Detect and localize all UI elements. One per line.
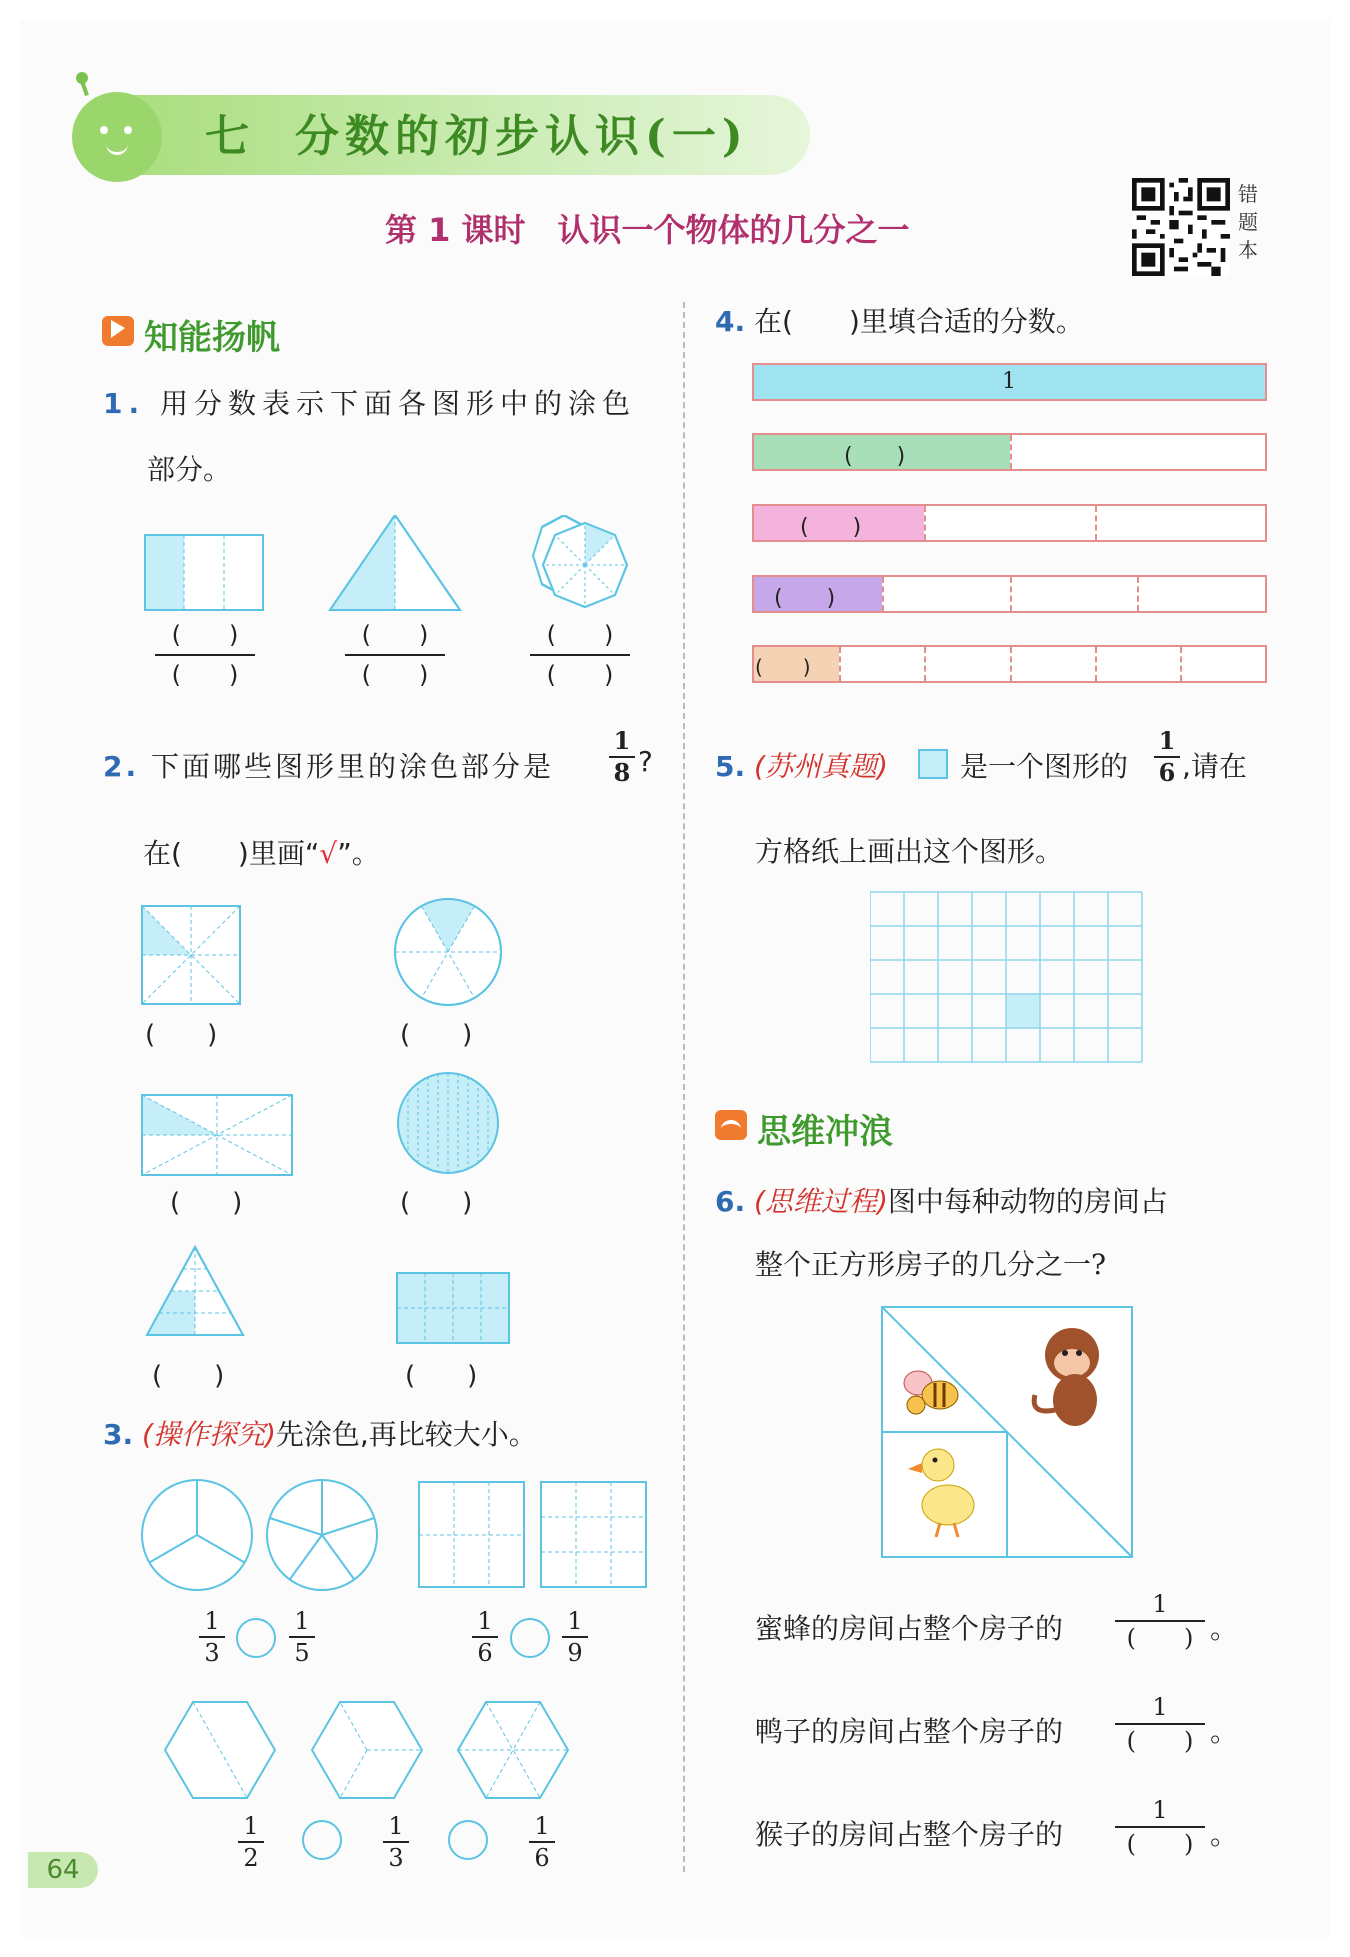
q4-instruction: 在( )里填合适的分数。 xyxy=(754,305,1084,338)
lesson-title: 第 1 课时 认识一个物体的几分之一 xyxy=(385,211,910,249)
wave-icon xyxy=(715,1110,747,1140)
chapter-title xyxy=(205,100,749,164)
frac-denominator: 5 xyxy=(294,1639,310,1667)
frac-numerator: 1 xyxy=(388,1812,404,1840)
frac-numerator: 1 xyxy=(1152,1590,1168,1618)
q2-question-mark: ? xyxy=(638,745,653,778)
q1-number: 1. xyxy=(103,387,146,420)
q5-tag: (苏州真题) xyxy=(754,750,888,783)
q6-text xyxy=(715,1180,1168,1220)
page-number: 64 xyxy=(28,1852,98,1888)
bar-divider xyxy=(924,506,926,540)
q1-text xyxy=(103,382,636,422)
q3-frac-2 xyxy=(287,1608,317,1666)
q5-line2: 方格纸上画出这个图形。 xyxy=(755,835,1064,868)
frac-denominator: 6 xyxy=(1158,758,1176,787)
q6-answer-duck: 鸭子的房间占整个房子的 xyxy=(755,1715,1064,1748)
answer-denominator-blank[interactable]: ( ) xyxy=(546,661,614,689)
q2-line1: 下面哪些图形里的涂色部分是 xyxy=(151,750,555,783)
q2-line2-post: ”。 xyxy=(337,837,380,870)
q3-hexagon-halves xyxy=(165,1702,275,1798)
q3-frac-6 xyxy=(381,1813,411,1871)
q1-line2: 部分。 xyxy=(147,453,232,486)
q2-rectangle-grid xyxy=(397,1273,509,1343)
bar-answer-blank[interactable]: ( ) xyxy=(844,444,906,469)
q3-square-ninths xyxy=(541,1482,646,1587)
bar-divider xyxy=(1095,647,1097,681)
bar-whole-label: 1 xyxy=(1002,369,1016,394)
bar-divider xyxy=(1010,647,1012,681)
q1-answer-1[interactable] xyxy=(155,620,255,690)
answer-numerator-blank[interactable]: ( ) xyxy=(361,621,429,649)
frac-numerator: 1 xyxy=(204,1607,220,1635)
q2-number: 2. xyxy=(103,750,140,783)
q1-octagon-shape xyxy=(525,518,645,618)
q5-text xyxy=(715,745,888,785)
bar-answer-blank[interactable]: ( ) xyxy=(774,586,836,611)
q2-circle-stripes xyxy=(398,1073,498,1173)
qr-label xyxy=(1238,180,1260,264)
compare-circle-1[interactable] xyxy=(236,1618,276,1658)
q3-frac-7 xyxy=(527,1813,557,1871)
sail-icon xyxy=(102,316,134,346)
q1-answer-2[interactable] xyxy=(345,620,445,690)
q5-unit-square xyxy=(918,749,948,779)
q4-bar-halves xyxy=(752,433,1267,471)
q6-answer-monkey: 猴子的房间占整个房子的 xyxy=(755,1818,1064,1851)
section-heading-thinking: 思维冲浪 xyxy=(757,1112,893,1152)
q4-text xyxy=(715,300,1084,340)
bar-divider xyxy=(839,647,841,681)
q3-number: 3. xyxy=(103,1418,134,1451)
q5-text-b: ,请在 xyxy=(1182,750,1247,783)
q2-line2-pre: 在( )里画“ xyxy=(143,837,320,870)
q6-answer-end: 。 xyxy=(1210,1612,1239,1645)
section-heading-skills: 知能扬帆 xyxy=(144,318,280,358)
frac-denominator: 9 xyxy=(567,1639,583,1667)
q4-bar-thirds xyxy=(752,504,1267,542)
answer-numerator-blank[interactable]: ( ) xyxy=(171,621,239,649)
frac-numerator: 1 xyxy=(567,1607,583,1635)
q6-number: 6. xyxy=(715,1185,746,1218)
q1-answer-3[interactable] xyxy=(530,620,630,690)
answer-numerator-blank[interactable]: ( ) xyxy=(546,621,614,649)
frac-numerator: 1 xyxy=(1158,726,1176,755)
q1-triangle xyxy=(330,515,460,610)
answer-denominator-blank[interactable]: ( ) xyxy=(171,661,239,689)
frac-denominator-blank[interactable]: ( ) xyxy=(1126,1624,1194,1652)
frac-denominator: 3 xyxy=(388,1844,404,1872)
frac-numerator: 1 xyxy=(613,726,631,755)
q6-answer-end: 。 xyxy=(1210,1818,1239,1851)
bar-divider xyxy=(882,577,884,611)
q5-number: 5. xyxy=(715,750,746,783)
q1-line1: 用分数表示下面各图形中的涂色 xyxy=(160,387,637,420)
q3-instruction: 先涂色,再比较大小。 xyxy=(275,1418,537,1451)
q2-answer-rectangle[interactable]: ( ) xyxy=(170,1188,243,1218)
q2-square xyxy=(142,906,240,1004)
q6-line1: 图中每种动物的房间占 xyxy=(887,1185,1168,1218)
q5-grid-paper[interactable] xyxy=(870,890,1145,1065)
q2-text xyxy=(103,745,554,785)
q2-answer-circle[interactable]: ( ) xyxy=(400,1020,473,1050)
q2-answer-triangle[interactable]: ( ) xyxy=(152,1361,225,1391)
q2-answer-circle-stripes[interactable]: ( ) xyxy=(400,1188,473,1218)
mascot-icon xyxy=(72,92,162,182)
q5-fraction xyxy=(1152,728,1182,786)
q6-line2: 整个正方形房子的几分之一? xyxy=(755,1248,1107,1281)
q6-answer-end: 。 xyxy=(1210,1715,1239,1748)
frac-numerator: 1 xyxy=(477,1607,493,1635)
frac-denominator-blank[interactable]: ( ) xyxy=(1126,1727,1194,1755)
q4-bar-whole xyxy=(752,363,1267,401)
compare-circle-3[interactable] xyxy=(302,1820,342,1860)
frac-numerator: 1 xyxy=(294,1607,310,1635)
bar-divider xyxy=(1010,577,1012,611)
qr-label-char: 本 xyxy=(1238,238,1258,262)
frac-denominator: 6 xyxy=(534,1844,550,1872)
answer-denominator-blank[interactable]: ( ) xyxy=(361,661,429,689)
bar-divider xyxy=(1137,577,1139,611)
q6-tag: (思维过程) xyxy=(754,1185,888,1218)
q2-triangle xyxy=(147,1247,243,1335)
q3-tag: (操作探究) xyxy=(142,1418,276,1451)
column-divider xyxy=(683,302,685,1872)
q6-house-diagram xyxy=(880,1305,1135,1560)
chapter-name: 分数的初步认识(一) xyxy=(295,111,749,162)
q2-rectangle-diagonals xyxy=(142,1095,292,1175)
frac-denominator: 6 xyxy=(477,1639,493,1667)
q3-frac-5 xyxy=(236,1813,266,1871)
q4-number: 4. xyxy=(715,305,746,338)
frac-denominator-blank[interactable]: ( ) xyxy=(1126,1830,1194,1858)
compare-circle-2[interactable] xyxy=(510,1618,550,1658)
q6-answer-monkey-fraction[interactable] xyxy=(1115,1796,1205,1858)
bar-divider xyxy=(924,647,926,681)
q1-rectangle xyxy=(145,535,263,610)
qr-label-char: 错 xyxy=(1238,182,1258,206)
compare-circle-4[interactable] xyxy=(448,1820,488,1860)
q3-frac-4 xyxy=(560,1608,590,1666)
q2-fraction xyxy=(607,728,637,786)
chapter-number: 七 xyxy=(205,111,255,162)
q5-text-a: 是一个图形的 xyxy=(960,750,1129,783)
bar-answer-blank[interactable]: ( ) xyxy=(755,655,811,679)
bar-divider xyxy=(1180,647,1182,681)
bar-divider xyxy=(1010,435,1012,469)
check-mark-icon: √ xyxy=(319,837,338,870)
qr-label-char: 题 xyxy=(1238,210,1258,234)
q6-answer-bee-fraction[interactable] xyxy=(1115,1590,1205,1652)
q2-answer-square[interactable]: ( ) xyxy=(145,1020,218,1050)
frac-numerator: 1 xyxy=(1152,1693,1168,1721)
frac-denominator: 3 xyxy=(204,1639,220,1667)
frac-numerator: 1 xyxy=(1152,1796,1168,1824)
q6-answer-duck-fraction[interactable] xyxy=(1115,1693,1205,1755)
q2-answer-rectangle-grid[interactable]: ( ) xyxy=(405,1361,478,1391)
frac-numerator: 1 xyxy=(534,1812,550,1840)
qr-code-icon[interactable] xyxy=(1130,178,1232,276)
bar-answer-blank[interactable]: ( ) xyxy=(800,515,862,540)
q2-circle-sixths xyxy=(395,899,501,1005)
q6-answer-bee: 蜜蜂的房间占整个房子的 xyxy=(755,1612,1064,1645)
frac-numerator: 1 xyxy=(243,1812,259,1840)
q2-line2 xyxy=(143,832,380,872)
frac-denominator: 8 xyxy=(613,758,631,787)
frac-denominator: 2 xyxy=(243,1844,259,1872)
bar-divider xyxy=(1095,506,1097,540)
q2-shapes xyxy=(135,890,535,1400)
q3-frac-3 xyxy=(470,1608,500,1666)
q4-bar-quarters xyxy=(752,575,1267,613)
q4-bar-sixths xyxy=(752,645,1267,683)
q3-text xyxy=(103,1413,537,1453)
q3-frac-1 xyxy=(197,1608,227,1666)
